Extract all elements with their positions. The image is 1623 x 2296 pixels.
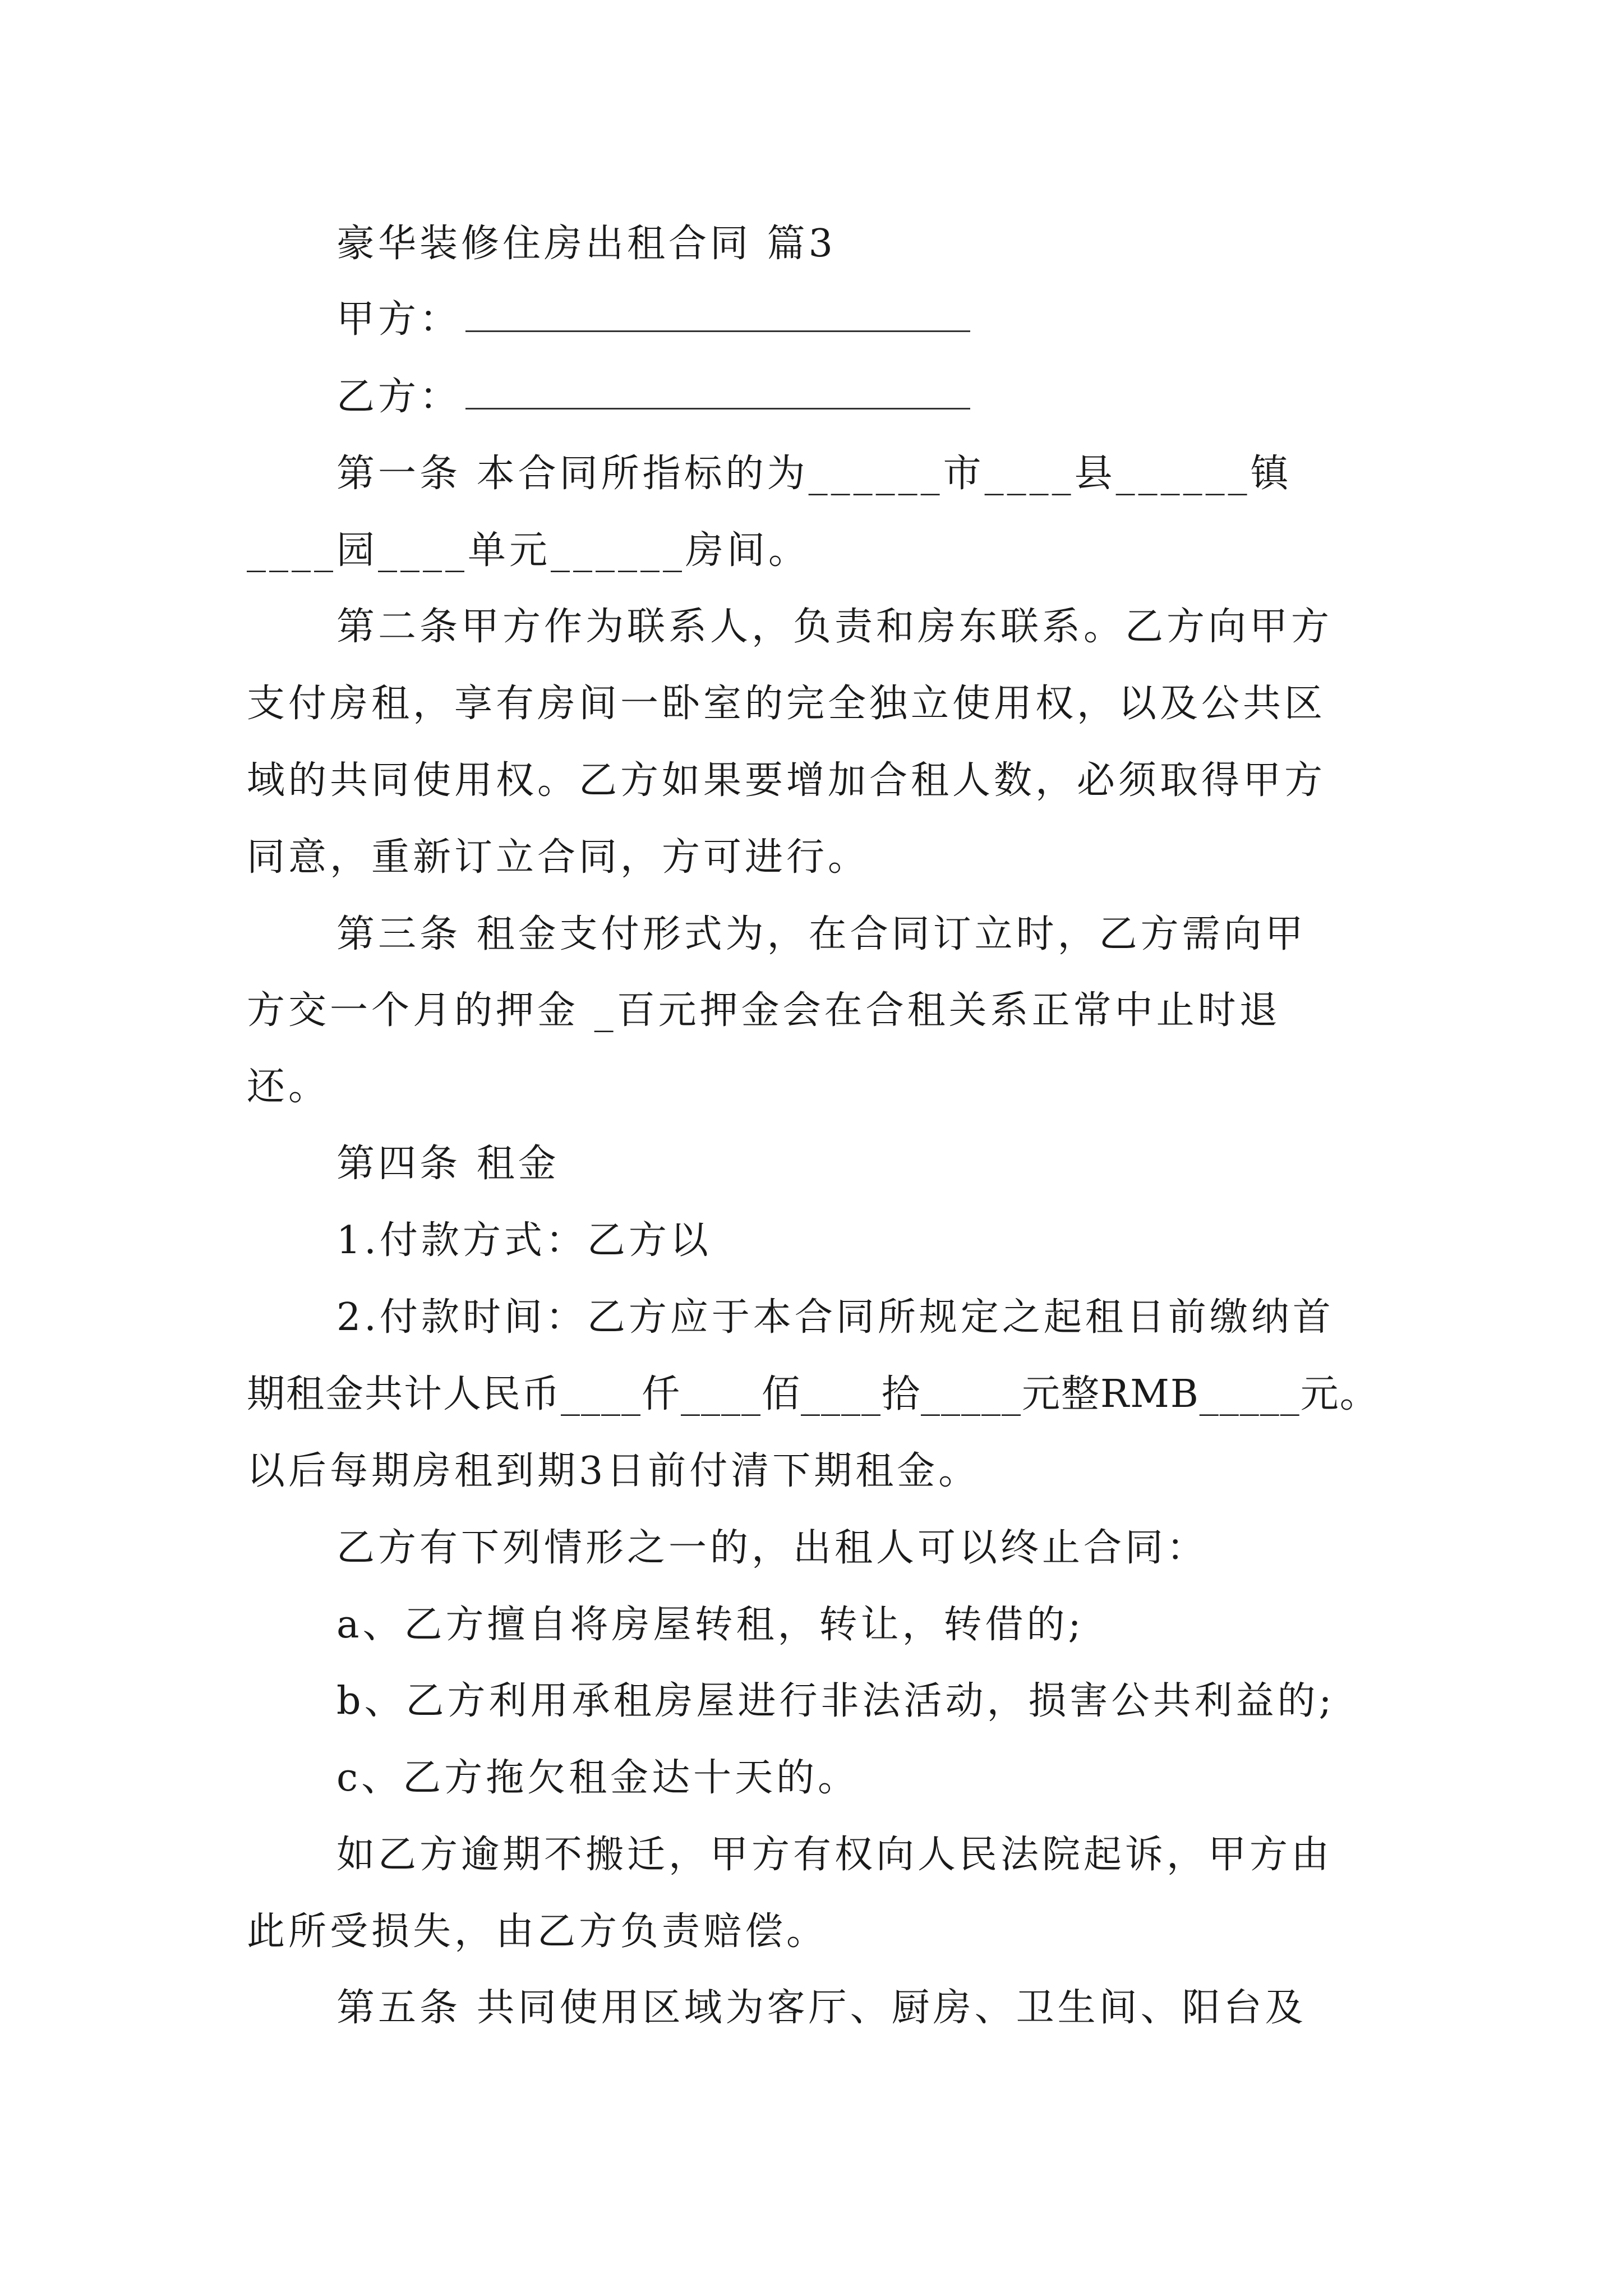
- article4-title: 第四条 租金: [336, 1142, 560, 1186]
- article2-line4: 同意，重新订立合同，方可进行。: [247, 835, 870, 880]
- termination-b: b、乙方利用承租房屋进行非法活动，损害公共利益的;: [336, 1679, 1335, 1723]
- article1-line2: ____园____单元______房间。: [247, 528, 810, 573]
- article4-item2-line3: 以后每期房租到期3日前付清下期租金。: [247, 1449, 980, 1493]
- article2-line1: 第二条甲方作为联系人，负责和房东联系。乙方向甲方: [336, 605, 1333, 649]
- party-b-label: 乙方：: [336, 375, 462, 419]
- article1-line1: 第一条 本合同所指标的为______市____县______镇: [336, 452, 1292, 496]
- eviction-line2: 此所受损失，由乙方负责赔偿。: [247, 1910, 828, 1954]
- party-b-blank[interactable]: [465, 376, 970, 409]
- article5-line1: 第五条 共同使用区域为客厅、厨房、卫生间、阳台及: [336, 1986, 1307, 2030]
- party-a-blank[interactable]: [465, 299, 970, 332]
- eviction-line1: 如乙方逾期不搬迁，甲方有权向人民法院起诉，甲方由: [336, 1833, 1333, 1877]
- article4-item2-line1: 2.付款时间：乙方应于本合同所规定之起租日前缴纳首: [336, 1295, 1334, 1340]
- article2-line3: 域的共同使用权。乙方如果要增加合租人数，必须取得甲方: [247, 758, 1326, 803]
- article4-item2-line2: 期租金共计人民币____仟____佰____拾_____元整RMB_____元。: [247, 1372, 1379, 1416]
- party-a-label: 甲方：: [336, 297, 462, 342]
- termination-a: a、乙方擅自将房屋转租，转让，转借的;: [336, 1603, 1085, 1647]
- party-b-line: [336, 375, 970, 420]
- article3-line2: 方交一个月的押金 _百元押金会在合租关系正常中止时退: [247, 988, 1281, 1033]
- document-title: 豪华装修住房出租合同 篇3: [336, 222, 836, 266]
- article3-line3: 还。: [247, 1065, 330, 1109]
- article3-line1: 第三条 租金支付形式为，在合同订立时，乙方需向甲: [336, 912, 1307, 956]
- party-a-line: [336, 297, 970, 342]
- article4-item1: 1.付款方式：乙方以: [336, 1218, 712, 1263]
- termination-intro: 乙方有下列情形之一的，出租人可以终止合同：: [336, 1526, 1209, 1570]
- article2-line2: 支付房租，享有房间一卧室的完全独立使用权，以及公共区: [247, 682, 1326, 726]
- termination-c: c、乙方拖欠租金达十天的。: [336, 1756, 860, 1800]
